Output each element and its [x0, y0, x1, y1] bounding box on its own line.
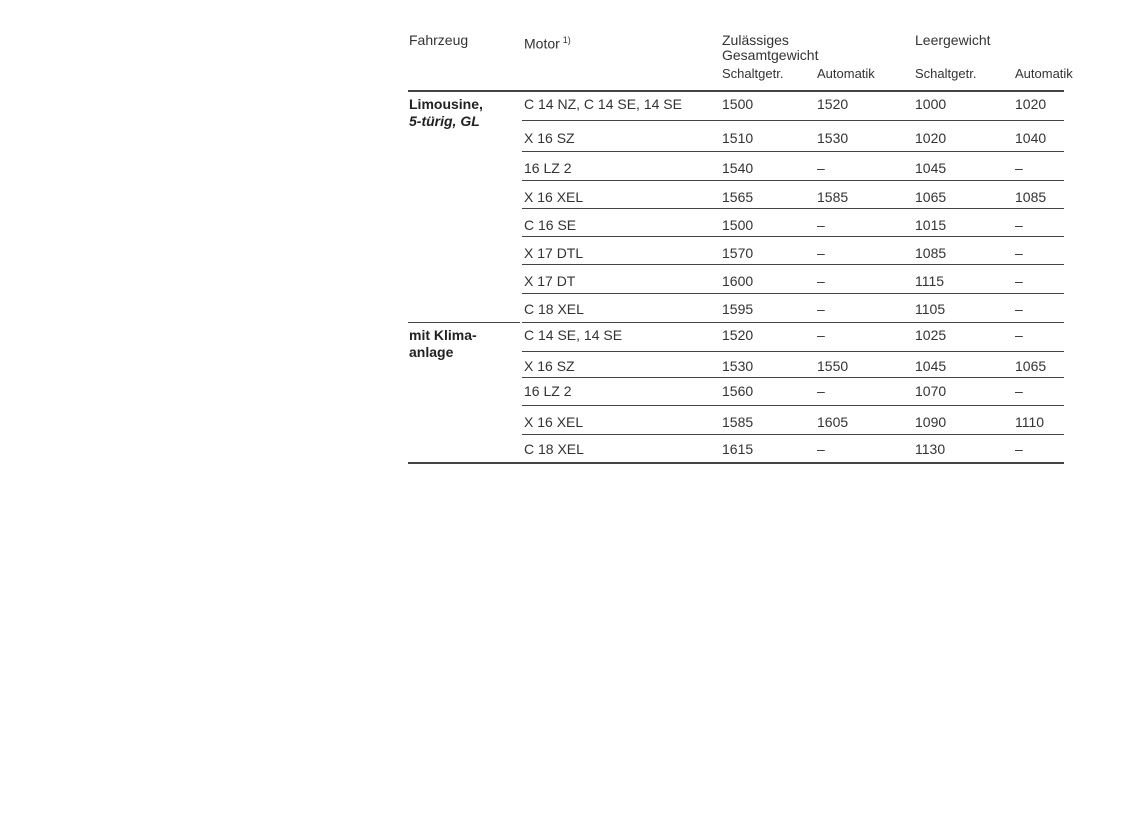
cell-motor: X 16 SZ	[524, 358, 575, 374]
cell-leer-auto: 1020	[1015, 96, 1047, 112]
row-separator	[522, 180, 1064, 181]
row-separator	[522, 120, 1064, 121]
cell-leer-schalt: 1090	[915, 414, 947, 430]
cell-gesamt-schalt: 1615	[722, 441, 754, 457]
cell-gesamt-auto: –	[817, 160, 825, 176]
cell-gesamt-schalt: 1570	[722, 245, 754, 261]
cell-gesamt-auto: 1550	[817, 358, 849, 374]
header-leergewicht: Leergewicht	[915, 32, 991, 48]
bottom-rule	[408, 462, 1064, 464]
row-separator	[522, 236, 1064, 237]
cell-leer-auto: –	[1015, 245, 1023, 261]
cell-gesamt-auto: –	[817, 327, 825, 343]
row-separator	[522, 293, 1064, 294]
row-separator	[522, 434, 1064, 435]
cell-motor: C 14 NZ, C 14 SE, 14 SE	[524, 96, 682, 112]
cell-gesamt-schalt: 1565	[722, 189, 754, 205]
cell-motor: C 14 SE, 14 SE	[524, 327, 623, 343]
row-separator	[522, 351, 1064, 352]
cell-leer-schalt: 1085	[915, 245, 947, 261]
cell-leer-schalt: 1070	[915, 383, 947, 399]
cell-motor: X 16 SZ	[524, 130, 575, 146]
row-separator	[522, 151, 1064, 152]
cell-leer-auto: 1085	[1015, 189, 1047, 205]
cell-gesamt-schalt: 1520	[722, 327, 754, 343]
cell-leer-schalt: 1020	[915, 130, 947, 146]
cell-gesamt-auto: –	[817, 245, 825, 261]
header-motor	[524, 33, 571, 52]
header-automatik-gesamt: Automatik	[817, 66, 875, 81]
cell-gesamt-schalt: 1585	[722, 414, 754, 430]
cell-motor: X 16 XEL	[524, 189, 584, 205]
cell-leer-auto: 1110	[1015, 414, 1045, 430]
group-line-1: mit Klima-	[409, 327, 477, 343]
row-separator	[522, 322, 1064, 323]
cell-motor: X 17 DT	[524, 273, 576, 289]
cell-leer-auto: –	[1015, 301, 1023, 317]
cell-gesamt-schalt: 1510	[722, 130, 754, 146]
cell-gesamt-schalt: 1500	[722, 96, 754, 112]
group-line-2: 5-türig, GL	[409, 113, 480, 129]
group-label-limousine	[409, 96, 483, 130]
cell-gesamt-schalt: 1600	[722, 273, 754, 289]
cell-motor: C 18 XEL	[524, 441, 584, 457]
cell-leer-schalt: 1045	[915, 160, 947, 176]
row-separator	[522, 377, 1064, 378]
cell-gesamt-auto: –	[817, 383, 825, 399]
cell-leer-auto: 1040	[1015, 130, 1047, 146]
cell-leer-schalt: 1065	[915, 189, 947, 205]
header-gesamt-line1: Zulässiges	[722, 32, 789, 48]
cell-gesamt-auto: –	[817, 273, 825, 289]
row-separator	[522, 264, 1064, 265]
cell-motor: C 16 SE	[524, 217, 577, 233]
cell-gesamt-auto: –	[817, 217, 825, 233]
cell-leer-schalt: 1000	[915, 96, 947, 112]
cell-leer-auto: –	[1015, 160, 1023, 176]
cell-leer-auto: –	[1015, 273, 1023, 289]
cell-gesamt-schalt: 1595	[722, 301, 754, 317]
cell-leer-schalt: 1105	[915, 301, 946, 317]
cell-gesamt-schalt: 1500	[722, 217, 754, 233]
row-separator	[522, 405, 1064, 406]
cell-motor: C 18 XEL	[524, 301, 584, 317]
cell-leer-schalt: 1025	[915, 327, 947, 343]
cell-gesamt-auto: 1530	[817, 130, 849, 146]
header-schaltgetr-leer: Schaltgetr.	[915, 66, 977, 81]
cell-motor: 16 LZ 2	[524, 383, 572, 399]
cell-gesamt-schalt: 1540	[722, 160, 754, 176]
cell-gesamt-auto: 1585	[817, 189, 849, 205]
header-motor-label: Motor	[524, 35, 560, 52]
group-line-2: anlage	[409, 344, 454, 360]
cell-gesamt-auto: –	[817, 441, 825, 457]
cell-gesamt-auto: 1605	[817, 414, 849, 430]
cell-gesamt-schalt: 1560	[722, 383, 754, 399]
cell-leer-schalt: 1130	[915, 441, 946, 457]
cell-leer-schalt: 1045	[915, 358, 947, 374]
header-automatik-leer: Automatik	[1015, 66, 1073, 81]
cell-gesamt-auto: 1520	[817, 96, 849, 112]
cell-leer-auto: –	[1015, 327, 1023, 343]
row-separator	[522, 208, 1064, 209]
cell-leer-auto: –	[1015, 383, 1023, 399]
header-rule	[408, 90, 1064, 92]
cell-gesamt-schalt: 1530	[722, 358, 754, 374]
header-schaltgetr-gesamt: Schaltgetr.	[722, 66, 784, 81]
cell-leer-auto: 1065	[1015, 358, 1047, 374]
cell-motor: X 16 XEL	[524, 414, 584, 430]
header-gesamt-line2: Gesamtgewicht	[722, 47, 819, 63]
cell-leer-schalt: 1115	[915, 273, 945, 289]
cell-leer-schalt: 1015	[915, 217, 947, 233]
group-separator	[408, 322, 520, 323]
cell-gesamt-auto: –	[817, 301, 825, 317]
footnote-marker: 1)	[562, 35, 571, 45]
cell-motor: 16 LZ 2	[524, 160, 572, 176]
cell-motor: X 17 DTL	[524, 245, 584, 261]
group-label-klima	[409, 327, 477, 361]
header-fahrzeug: Fahrzeug	[409, 32, 469, 48]
group-line-1: Limousine,	[409, 96, 483, 112]
cell-leer-auto: –	[1015, 441, 1023, 457]
cell-leer-auto: –	[1015, 217, 1023, 233]
